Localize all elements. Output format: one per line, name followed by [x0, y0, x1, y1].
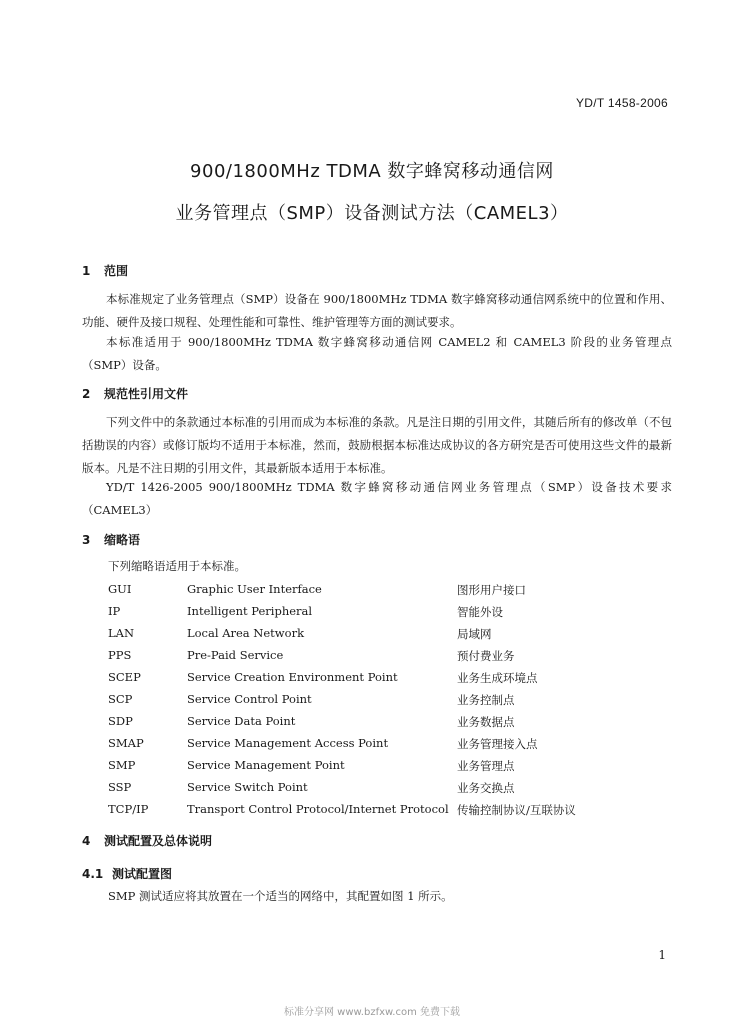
chinese-cell: 业务管理点: [457, 759, 515, 773]
section-number: 3: [82, 533, 91, 547]
section-number: 4: [82, 834, 91, 848]
table-row: [108, 670, 628, 692]
chinese-cell: 预付费业务: [457, 649, 515, 663]
chinese-cell: 图形用户接口: [457, 583, 526, 597]
abbr-cell: SDP: [108, 714, 133, 728]
abbreviation-table: [108, 582, 628, 824]
english-cell: Graphic User Interface: [187, 582, 322, 596]
section-2-heading: [82, 385, 188, 402]
table-row: [108, 604, 628, 626]
chinese-cell: 业务生成环境点: [457, 671, 538, 685]
table-row: [108, 802, 628, 824]
table-row: [108, 780, 628, 802]
abbr-cell: SCEP: [108, 670, 141, 684]
english-cell: Service Management Access Point: [187, 736, 389, 750]
table-row: [108, 692, 628, 714]
chinese-cell: 智能外设: [457, 605, 503, 619]
section-title: 测试配置及总体说明: [104, 834, 213, 848]
english-cell: Service Management Point: [187, 758, 345, 772]
chinese-cell: 传输控制协议/互联协议: [457, 803, 576, 817]
english-cell: Service Data Point: [187, 714, 296, 728]
document-title-line-2: 业务管理点（SMP）设备测试方法（CAMEL3）: [175, 203, 569, 224]
section-title: 范围: [104, 264, 129, 278]
table-row: [108, 736, 628, 758]
abbr-cell: GUI: [108, 582, 132, 596]
section-2-paragraph-1: 下列文件中的条款通过本标准的引用而成为本标准的条款。凡是注日期的引用文件，其随后所有的修改单（不包括勘误的内容）或修订版均不适用于本标准，然而，鼓励根据本标准达成协议的各方研究是否可使用这些文件的最新版本。凡是不注日期的引用文件，其最新版本适用于本标准。: [82, 415, 672, 475]
abbr-cell: SCP: [108, 692, 133, 706]
section-title: 缩略语: [104, 533, 141, 547]
english-cell: Service Creation Environment Point: [187, 670, 398, 684]
english-cell: Service Control Point: [187, 692, 312, 706]
english-cell: Intelligent Peripheral: [187, 604, 313, 618]
chinese-cell: 业务交换点: [457, 781, 515, 795]
chinese-cell: 业务控制点: [457, 693, 515, 707]
chinese-cell: 业务管理接入点: [457, 737, 538, 751]
section-3-heading: [82, 531, 140, 548]
abbr-cell: SSP: [108, 780, 132, 794]
abbr-cell: SMAP: [108, 736, 144, 750]
section-2-paragraph-2: YD/T 1426-2005 900/1800MHz TDMA 数字蜂窝移动通信网业务管理点（SMP）设备技术要求（CAMEL3）: [82, 480, 672, 517]
abbr-cell: LAN: [108, 626, 135, 640]
abbr-cell: PPS: [108, 648, 132, 662]
chinese-cell: 业务数据点: [457, 715, 515, 729]
section-4-1-paragraph: SMP 测试适应将其放置在一个适当的网络中，其配置如图 1 所示。: [108, 889, 453, 903]
section-number: 1: [82, 264, 91, 278]
section-number: 2: [82, 387, 91, 401]
table-row: [108, 582, 628, 604]
english-cell: Transport Control Protocol/Internet Protocol: [187, 802, 449, 816]
section-1-paragraph-1: 本标准规定了业务管理点（SMP）设备在 900/1800MHz TDMA 数字蜂窝移动通信网系统中的位置和作用、功能、硬件及接口规程、处理性能和可靠性、维护管理等方面的测试要求。: [82, 292, 672, 329]
table-row: [108, 648, 628, 670]
page-number: 1: [658, 948, 666, 962]
section-4-1-heading: [82, 865, 172, 882]
chinese-cell: 局域网: [457, 627, 492, 641]
section-4-heading: [82, 832, 212, 849]
section-title: 规范性引用文件: [104, 387, 189, 401]
table-row: [108, 626, 628, 648]
english-cell: Pre-Paid Service: [187, 648, 284, 662]
section-1-paragraph-2: 本标准适用于 900/1800MHz TDMA 数字蜂窝移动通信网 CAMEL2 和 CAMEL3 阶段的业务管理点（SMP）设备。: [82, 335, 672, 372]
english-cell: Local Area Network: [187, 626, 305, 640]
standard-code: YD/T 1458-2006: [575, 96, 668, 110]
table-row: [108, 714, 628, 736]
section-number: 4.1: [82, 867, 104, 881]
section-title: 测试配置图: [112, 867, 173, 881]
abbr-cell: IP: [108, 604, 121, 618]
document-title-line-1: 900/1800MHz TDMA 数字蜂窝移动通信网: [190, 161, 554, 182]
abbr-cell: TCP/IP: [108, 802, 149, 816]
section-3-intro: 下列缩略语适用于本标准。: [108, 559, 246, 573]
section-1-heading: [82, 262, 128, 279]
english-cell: Service Switch Point: [187, 780, 308, 794]
table-row: [108, 758, 628, 780]
abbr-cell: SMP: [108, 758, 136, 772]
watermark-text: 标准分享网 www.bzfxw.com 免费下载: [284, 1007, 460, 1018]
